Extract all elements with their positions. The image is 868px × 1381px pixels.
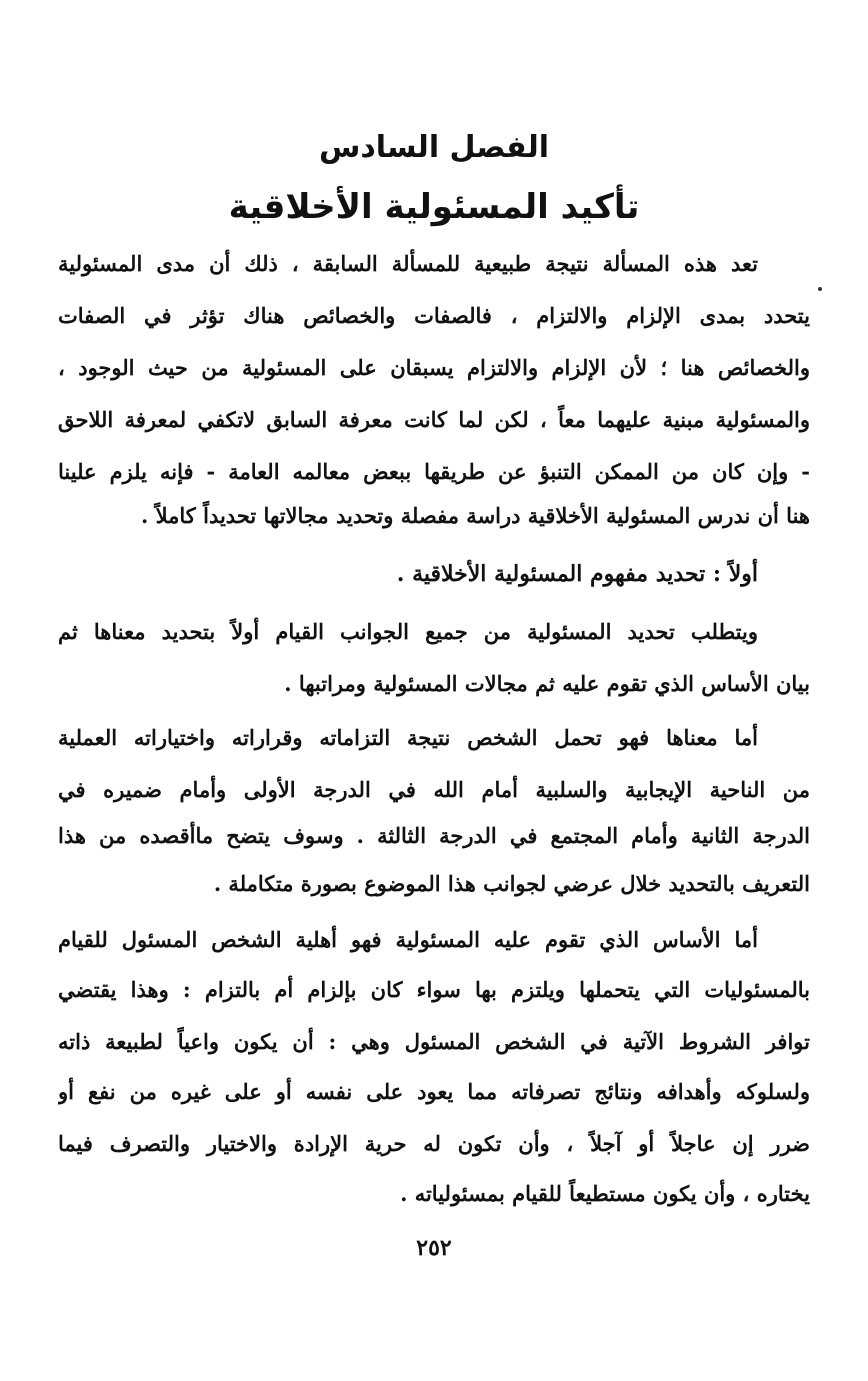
page-number: ٢٥٢ (416, 1235, 452, 1261)
paragraph-3-line-3: الدرجة الثانية وأمام المجتمع في الدرجة الثالثة . وسوف يتضح ماأقصده من هذا (58, 823, 810, 848)
section-heading: أولاً : تحديد مفهوم المسئولية الأخلاقية . (396, 561, 758, 587)
paragraph-1-line-2: يتحدد بمدى الإلزام والالتزام ، فالصفات والخصائص هناك تؤثر في الصفات (58, 303, 810, 328)
paragraph-1-line-1: تعد هذه المسألة نتيجة طبيعية للمسألة السابقة ، ذلك أن مدى المسئولية (58, 251, 758, 276)
paragraph-4-line-6: يختاره ، وأن يكون مستطيعاً للقيام بمسئولياته . (400, 1181, 810, 1206)
margin-speck (818, 287, 822, 291)
paragraph-1-line-6: هنا أن ندرس المسئولية الأخلاقية دراسة مفصلة وتحديد مجالاتها تحديداً كاملاً . (141, 503, 810, 528)
paragraph-1-line-5: - وإن كان من الممكن التنبؤ عن طريقها ببعض معالمه العامة - فإنه يلزم علينا (58, 459, 810, 484)
paragraph-2-line-1: ويتطلب تحديد المسئولية من جميع الجوانب القيام أولاً بتحديد معناها ثم (58, 619, 758, 644)
paragraph-3-line-1: أما معناها فهو تحمل الشخص نتيجة التزاماته وقراراته واختياراته العملية (58, 725, 758, 750)
paragraph-2-line-2: بيان الأساس الذي تقوم عليه ثم مجالات المسئولية ومراتبها . (284, 671, 810, 696)
paragraph-1-line-3: والخصائص هنا ؛ لأن الإلزام والالتزام يسبقان على المسئولية من حيث الوجود ، (58, 355, 810, 380)
paragraph-4-line-3: توافر الشروط الآتية في الشخص المسئول وهي : أن يكون واعياً لطبيعة ذاته (58, 1029, 810, 1054)
paragraph-4-line-4: ولسلوكه وأهدافه ونتائج تصرفاته مما يعود على نفسه أو على غيره من نفع أو (58, 1079, 810, 1104)
paragraph-3-line-2: من الناحية الإيجابية والسلبية أمام الله في الدرجة الأولى وأمام ضميره في (58, 777, 810, 802)
paragraph-3-line-4: التعريف بالتحديد خلال عرضي لجوانب هذا الموضوع بصورة متكاملة . (213, 871, 810, 896)
paragraph-1-line-4: والمسئولية مبنية عليهما معاً ، لكن لما كانت معرفة السابق لاتكفي لمعرفة اللاحق (58, 407, 810, 432)
paragraph-4-line-2: بالمسئوليات التي يتحملها ويلتزم بها سواء كان بإلزام أم بالتزام : وهذا يقتضي (58, 977, 810, 1002)
paragraph-4-line-1: أما الأساس الذي تقوم عليه المسئولية فهو أهلية الشخص المسئول للقيام (58, 927, 758, 952)
paragraph-4-line-5: ضرر إن عاجلاً أو آجلاً ، وأن تكون له حرية الإرادة والاختيار والتصرف فيما (58, 1131, 810, 1156)
chapter-title: الفصل السادس (318, 130, 550, 165)
chapter-subtitle: تأكيد المسئولية الأخلاقية (228, 187, 640, 227)
